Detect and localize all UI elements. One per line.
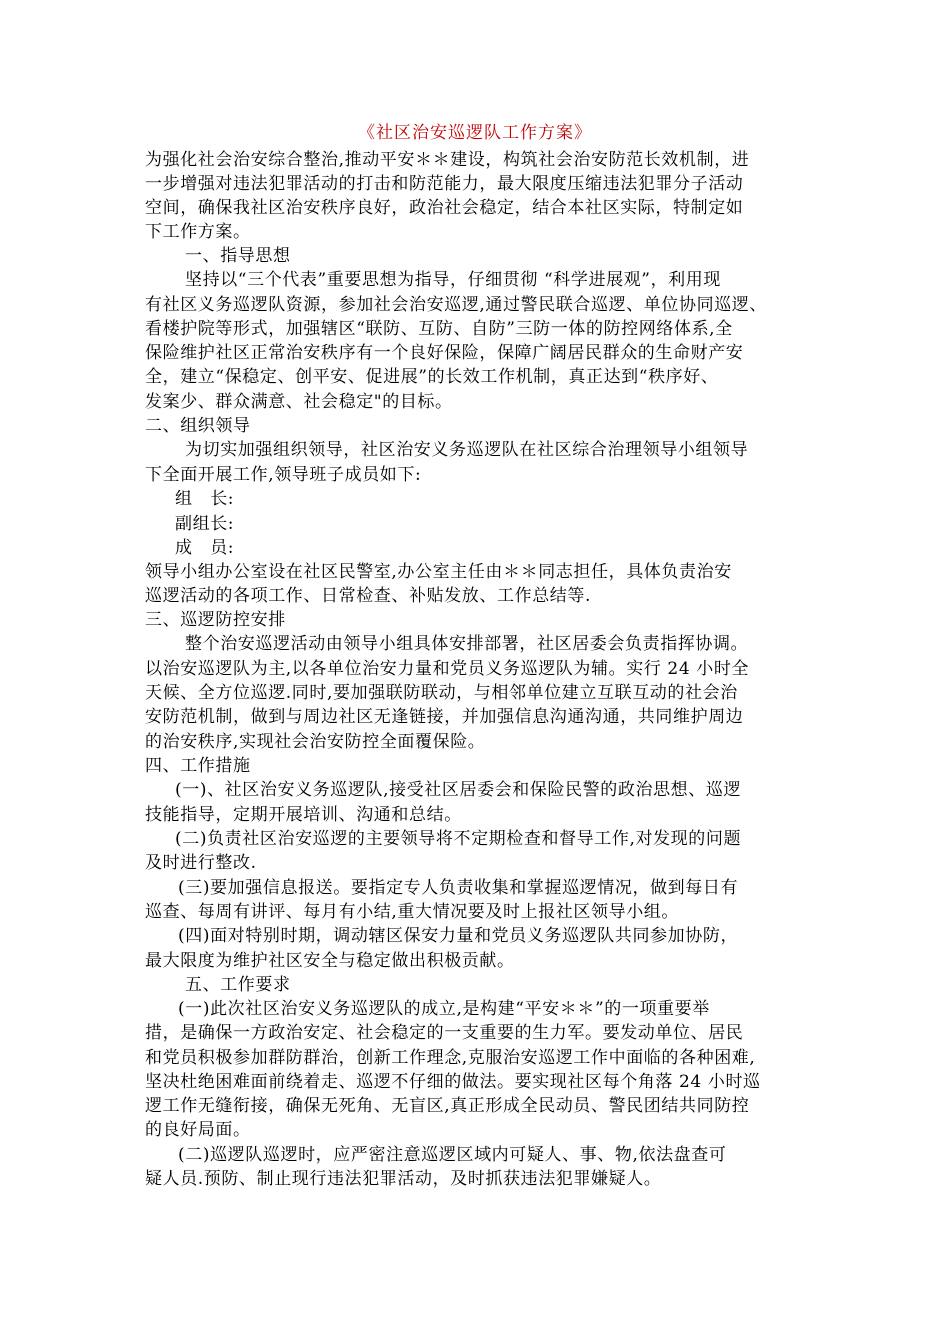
document-line: 巡逻活动的各项工作、日常检查、补贴发放、工作总结等. <box>145 586 592 606</box>
document-line: 三、巡逻防控安排 <box>145 610 286 630</box>
document-line: 下全面开展工作,领导班子成员如下: <box>145 465 422 485</box>
document-title: 《社区治安巡逻队工作方案》 <box>358 123 592 143</box>
document-line: 副组长: <box>175 514 235 534</box>
document-line: 保险维护社区正常治安秩序有一个良好保险，保障广阔居民群众的生命财产安 <box>145 343 744 363</box>
document-line: 发案少、群众满意、社会稳定"的目标。 <box>145 392 453 412</box>
document-line: (二)负责社区治安巡逻的主要领导将不定期检查和督导工作,对发现的问题 <box>175 829 742 849</box>
document-line: 及时进行整改. <box>145 853 257 873</box>
document-line: 四、工作措施 <box>145 756 251 776</box>
document-line: 为切实加强组织领导，社区治安义务巡逻队在社区综合治理领导小组领导 <box>185 440 749 460</box>
document-line: 最大限度为维护社区安全与稳定做出积极贡献。 <box>145 951 515 971</box>
document-line: 天候、全方位巡逻.同时,要加强联防联动，与相邻单位建立互联互动的社会治 <box>145 683 738 703</box>
document-line: 一、指导思想 <box>185 246 291 266</box>
document-line: (二)巡逻队巡逻时，应严密注意巡逻区域内可疑人、事、物,依法盘查可 <box>178 1145 727 1165</box>
document-line: (一)、社区治安义务巡逻队,接受社区居委会和保险民警的政治思想、巡逻 <box>175 780 742 800</box>
document-line: 看楼护院等形式，加强辖区“联防、互防、自防”三防一体的防控网络体系,全 <box>145 319 733 339</box>
document-line: 一步增强对违法犯罪活动的打击和防范能力，最大限度压缩违法犯罪分子活动 <box>145 174 744 194</box>
document-line: 和党员积极参加群防群治，创新工作理念,克服治安巡逻工作中面临的各种困难, <box>145 1048 756 1068</box>
document-line: 成 员: <box>175 538 235 558</box>
document-line: 空间，确保我社区治安秩序良好，政治社会稳定，结合本社区实际，特制定如 <box>145 198 744 218</box>
document-line: 领导小组办公室设在社区民警室,办公室主任由＊＊同志担任，具体负责治安 <box>145 562 732 582</box>
document-line: 的良好局面。 <box>145 1120 251 1140</box>
document-line: 组 长: <box>175 489 235 509</box>
document-line: (四)面对特别时期，调动辖区保安力量和党员义务巡逻队共同参加协防， <box>178 926 739 946</box>
document-line: 全，建立“保稳定、创平安、促进展”的长效工作机制，真正达到“秩序好、 <box>145 367 719 387</box>
document-line: 巡查、每周有讲评、每月有小结,重大情况要及时上报社区领导小组。 <box>145 902 680 922</box>
document-line: 坚决杜绝困难面前绕着走、巡逻不仔细的做法。要实现社区每个角落 24 小时巡 <box>145 1072 761 1092</box>
document-line: 以治安巡逻队为主,以各单位治安力量和党员义务巡逻队为辅。实行 24 小时全 <box>145 659 750 679</box>
document-line: 的治安秩序,实现社会治安防控全面覆保险。 <box>145 732 486 752</box>
document-line: 整个治安巡逻活动由领导小组具体安排部署，社区居委会负责指挥协调。 <box>185 634 749 654</box>
document-line: 有社区义务巡逻队资源，参加社会治安巡逻,通过警民联合巡逻、单位协同巡逻、 <box>145 295 768 315</box>
document-line: 逻工作无缝衔接，确保无死角、无盲区,真正形成全民动员、警民团结共同防控 <box>145 1096 750 1116</box>
document-line: (三)要加强信息报送。要指定专人负责收集和掌握巡逻情况，做到每日有 <box>178 878 739 898</box>
document-line: 疑人员.预防、制止现行违法犯罪活动，及时抓获违法犯罪嫌疑人。 <box>145 1169 662 1189</box>
document-line: (一)此次社区治安义务巡逻队的成立,是构建“平安＊＊”的一项重要举 <box>178 999 710 1019</box>
document-line: 为强化社会治安综合整治,推动平安＊＊建设，构筑社会治安防范长效机制，进 <box>145 150 750 170</box>
document-line: 下工作方案。 <box>145 222 251 242</box>
document-line: 技能指导，定期开展培训、沟通和总结。 <box>145 805 462 825</box>
document-line: 坚持以“三个代表”重要思想为指导，仔细贯彻 “科学进展观”，利用现 <box>185 270 721 290</box>
document-line: 安防范机制，做到与周边社区无逢链接，并加强信息沟通沟通，共同维护周边 <box>145 707 744 727</box>
document-line: 二、组织领导 <box>145 416 251 436</box>
document-line: 措，是确保一方政治安定、社会稳定的一支重要的生力军。要发动单位、居民 <box>145 1023 744 1043</box>
document-line: 五、工作要求 <box>185 975 291 995</box>
